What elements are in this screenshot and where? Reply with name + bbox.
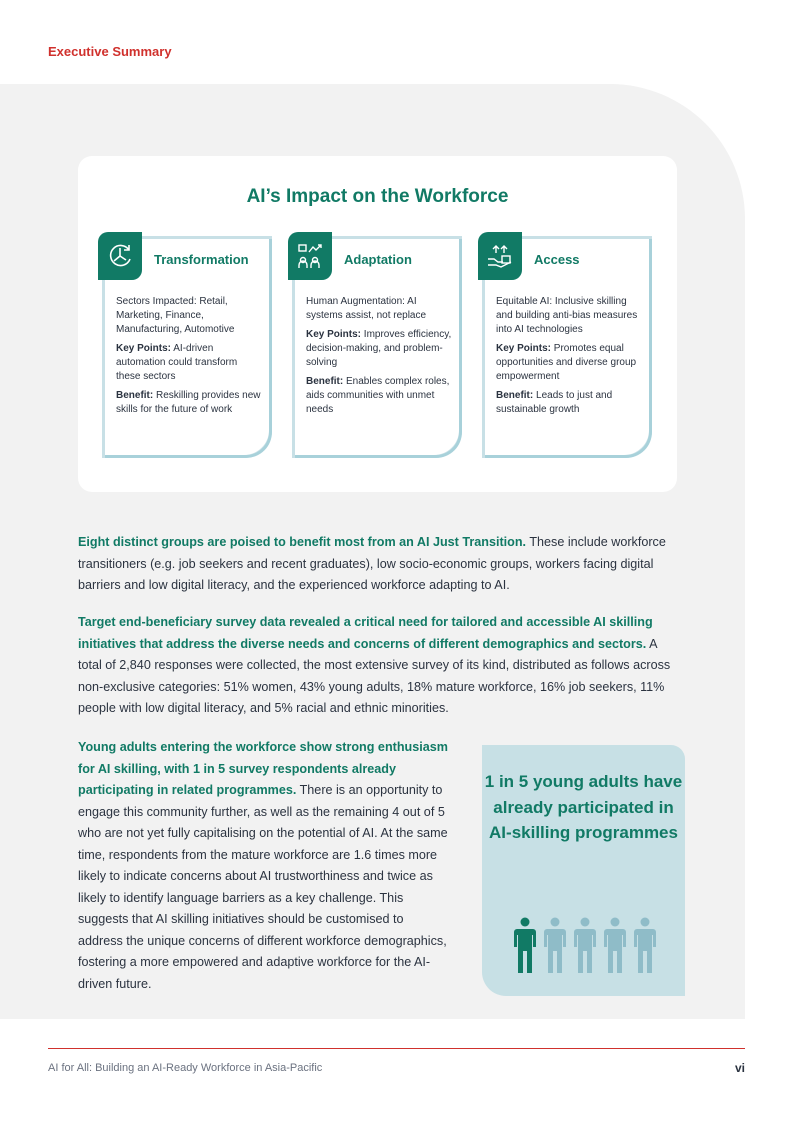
paragraph-lead: Young adults entering the workforce show strong enthusiasm for AI skilling, with 1 in 5 survey respondents already participating in related programmes. [78,740,448,797]
column-heading: Access [534,252,580,267]
body-paragraph [78,737,450,995]
column-intro: Human Augmentation: AI systems assist, not replace [306,296,427,321]
benefit-label: Benefit: [116,390,154,401]
callout-text: 1 in 5 young adults have already participated in AI-skilling programmes [484,772,683,842]
impact-column-transformation [98,232,274,460]
person-icon [573,917,597,975]
page-number: vi [734,1061,745,1075]
person-icon-highlighted [513,917,537,975]
key-points-text: Improves efficiency, decision-making, and problem-solving [306,329,452,368]
body-paragraph [78,532,680,597]
section-label: Executive Summary [48,44,172,59]
hands-growth-icon [478,232,522,280]
benefit-text: Enables complex roles, aids communities with unmet needs [306,376,450,415]
key-points-label: Key Points: [306,329,362,340]
benefit-text: Leads to just and sustainable growth [496,390,613,415]
footer-title: AI for All: Building an AI-Ready Workforce in Asia-Pacific [48,1062,323,1074]
key-points-text: Promotes equal opportunities and diverse group empowerment [496,343,637,382]
people-network-icon [288,232,332,280]
body-paragraph [78,612,680,720]
column-intro: Sectors Impacted: Retail, Marketing, Finance, Manufacturing, Automotive [116,296,235,335]
impact-card-title: AI’s Impact on the Workforce [246,186,509,207]
person-icon [543,917,567,975]
impact-column-adaptation [288,232,464,460]
benefit-text: Reskilling provides new skills for the future of work [116,390,261,415]
paragraph-text: There is an opportunity to engage this community further, as well as the remaining 4 out of 5 who are not yet fully capitalising on the potential of AI. At the same time, respondents from the mature workforce are 1.6 times more likely to indicate concerns about AI trustworthiness and twice as likely to identify language barriers as a key challenge. This suggests that AI skilling initiatives should be customised to address the unique concerns of different workforce demographics, fostering a more empowered and adaptive workforce for the AI-driven future. [78,783,448,991]
person-icon [633,917,657,975]
statistic-callout [482,745,685,996]
benefit-label: Benefit: [306,376,344,387]
impact-column-access [478,232,654,460]
column-heading: Transformation [154,252,249,267]
transformation-cycle-icon [98,232,142,280]
paragraph-lead: Eight distinct groups are poised to benefit most from an AI Just Transition. [78,535,527,549]
person-icon [603,917,627,975]
footer-divider [48,1048,745,1049]
key-points-label: Key Points: [116,343,172,354]
paragraph-text: A total of 2,840 responses were collected, the most extensive survey of its kind, distributed as follows across non-exclusive categories: 51% women, 43% young adults, 18% mature workforce, 16% job seekers, 11% people with low digital literacy, and 5% racial and ethnic minorities. [78,636,671,715]
key-points-text: AI-driven automation could transform these sectors [116,343,238,382]
key-points-label: Key Points: [496,343,552,354]
people-pictogram [513,917,657,975]
paragraph-lead: Target end-beneficiary survey data revealed a critical need for tailored and accessible AI skilling initiatives that address the diverse needs and concerns of different demographics and sectors. [78,615,653,651]
benefit-label: Benefit: [496,390,534,401]
paragraph-text: These include workforce transitioners (e.g. job seekers and recent graduates), low socio-economic groups, workers facing digital barriers and low digital literacy, and the experienced workforce adapting to AI. [78,535,666,592]
column-heading: Adaptation [344,252,412,267]
column-intro: Equitable AI: Inclusive skilling and building anti-bias measures into AI technologies [496,296,638,335]
